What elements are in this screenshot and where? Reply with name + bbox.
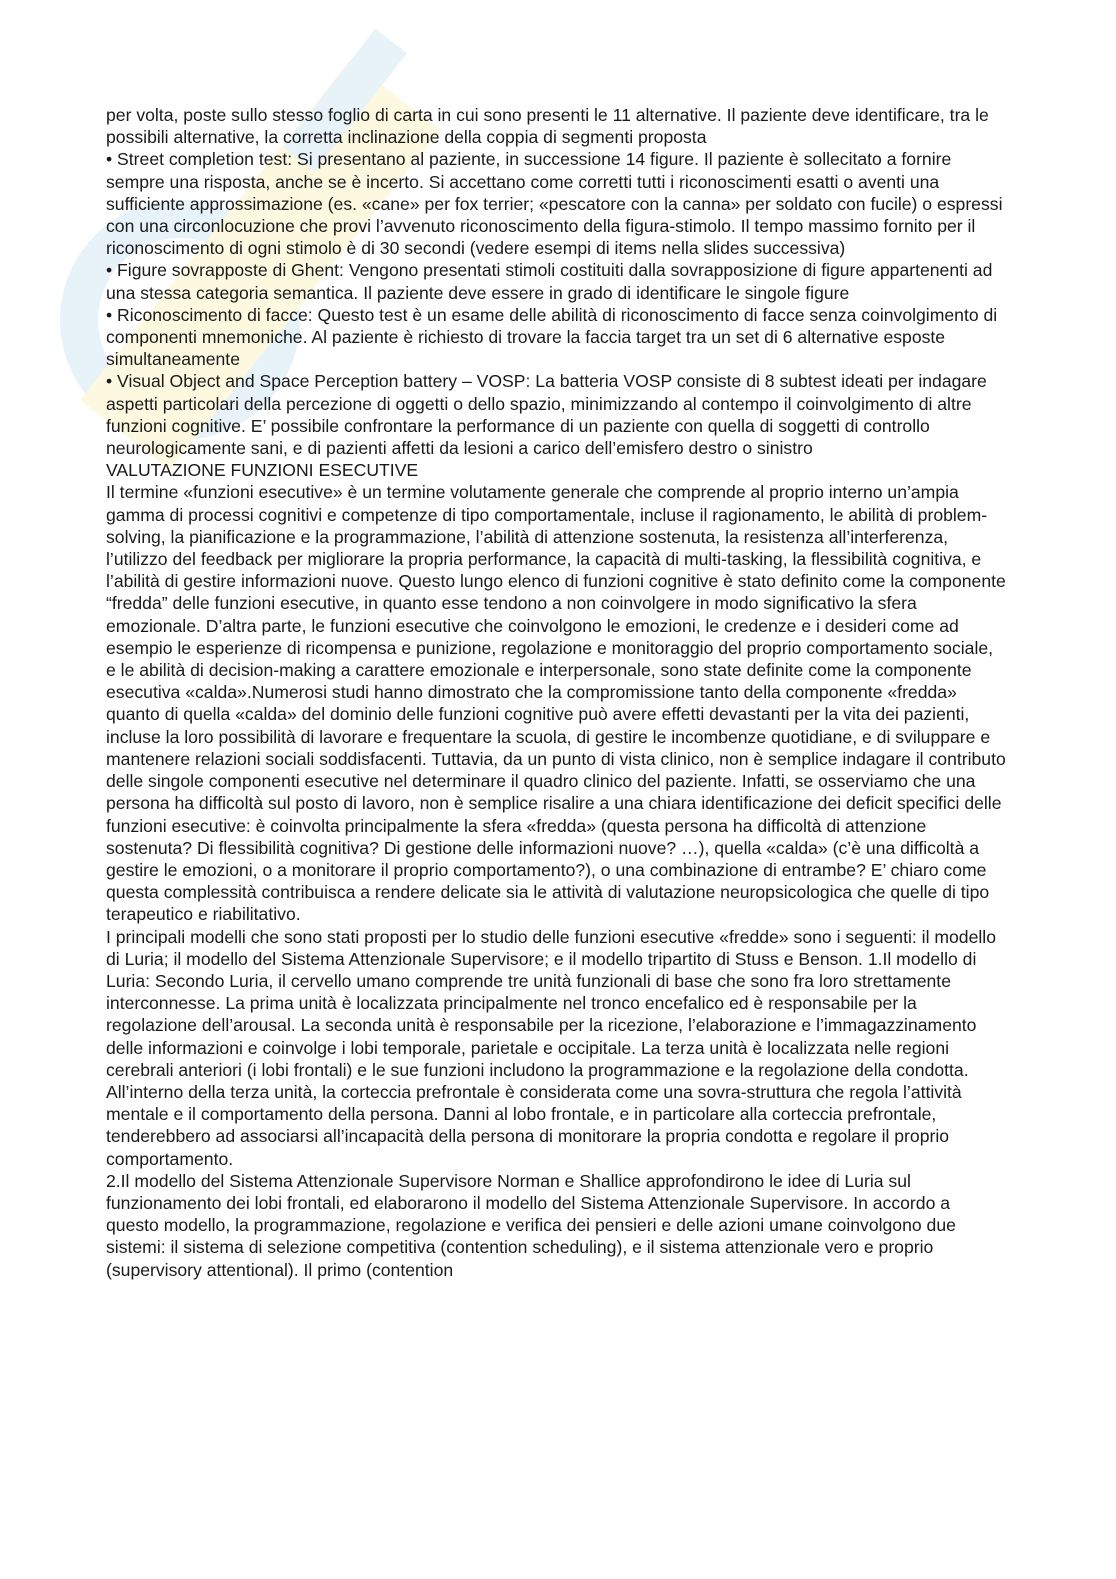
paragraph-face-recognition: • Riconoscimento di facce: Questo test è un esame delle abilità di riconoscimento di facce senza coinvolgimento di componenti mnemoniche. Al paziente è richiesto di trovare la faccia target tra un set di 6 alternative esposte simultaneamente <box>106 304 998 370</box>
section-heading-executive-functions: VALUTAZIONE FUNZIONI ESECUTIVE <box>106 460 419 481</box>
paragraph-street-completion-test: • Street completion test: Si presentano al paziente, in successione 14 figure. Il paziente è sollecitato a fornire sempre una risposta, anche se è incerto. Si accettano come corretti tutti i riconoscimenti esatti o aventi una sufficiente approssimazione (es. «cane» per fox terrier; «pescatore con la canna» per soldato con fucile) o espressi con una circonlocuzione che provi l’avvenuto riconoscimento della figura-stimolo. Il tempo massimo fornito per il riconoscimento di ogni stimolo è di 30 secondi (vedere esempi di items nella slides successiva) <box>106 149 1003 259</box>
paragraph-luria-model: I principali modelli che sono stati proposti per lo studio delle funzioni esecutive «fredde» sono i seguenti: il modello di Luria; il modello del Sistema Attenzionale Supervisore; e il modello tripartito di Stuss e Benson. 1.Il modello di Luria: Secondo Luria, il cervello umano comprende tre unità funzionali di base che sono fra loro strettamente interconnesse. La prima unità è localizzata principalmente nel tronco encefalico ed è responsabile per la regolazione dell’arousal. La seconda unità è responsabile per la ricezione, l’elaborazione e l’immagazzinamento delle informazioni e coinvolge i lobi temporale, parietale e occipitale. La terza unità è localizzata nelle regioni cerebrali anteriori (i lobi frontali) e le sue funzioni includono la programmazione e la regolazione della condotta. All’interno della terza unità, la corteccia prefrontale è considerata come una sovra-struttura che regola l’attività mentale e il comportamento della persona. Danni al lobo frontale, e in particolare alla corteccia prefrontale, tenderebbero ad associarsi all’incapacità della persona di monitorare la propria condotta e regolare il proprio comportamento. <box>106 926 996 1169</box>
paragraph-vosp-battery: • Visual Object and Space Perception battery – VOSP: La batteria VOSP consiste di 8 subtest ideati per indagare aspetti particolari della percezione di oggetti o dello spazio, minimizzando al contempo il coinvolgimento di altre funzioni cognitive. E’ possibile confrontare la performance di un paziente con quella di soggetti di controllo neurologicamente sani, e di pazienti affetti da lesioni a carico dell’emisfero destro o sinistro <box>106 371 987 459</box>
paragraph-inclination-task: per volta, poste sullo stesso foglio di carta in cui sono presenti le 11 alternative. Il paziente deve identificare, tra le possibili alternative, la corretta inclinazione della coppia di segmenti proposta <box>106 105 989 148</box>
paragraph-supervisory-attentional-system: 2.Il modello del Sistema Attenzionale Supervisore Norman e Shallice approfondirono le idee di Luria sul funzionamento dei lobi frontali, ed elaborarono il modello del Sistema Attenzionale Supervisore. In accordo a questo modello, la programmazione, regolazione e verifica dei pensieri e delle azioni umane coinvolgono due sistemi: il sistema di selezione competitiva (contention scheduling), e il sistema attenzionale vero e proprio (supervisory attentional). Il primo (contention <box>106 1170 956 1280</box>
paragraph-executive-functions-definition: Il termine «funzioni esecutive» è un termine volutamente generale che comprende al proprio interno un’ampia gamma di processi cognitivi e competenze di tipo comportamentale, incluse il ragionamento, le abilità di problem-solving, la pianificazione e la programmazione, l’abilità di attenzione sostenuta, la resistenza all’interferenza, l’utilizzo del feedback per migliorare la propria performance, la capacità di multi-tasking, la flessibilità cognitiva, e l’abilità di gestire informazioni nuove. Questo lungo elenco di funzioni cognitive è stato definito come la componente “fredda” delle funzioni esecutive, in quanto esse tendono a non coinvolgere in modo significativo la sfera emozionale. D’altra parte, le funzioni esecutive che coinvolgono le emozioni, le credenze e i desideri come ad esempio le esperienze di ricompensa e punizione, regolazione e monitoraggio del proprio comportamento sociale, e le abilità di decision-making a carattere emozionale e interpersonale, sono state definite come la componente esecutiva «calda».Numerosi studi hanno dimostrato che la compromissione tanto della componente «fredda» quanto di quella «calda» del dominio delle funzioni cognitive può avere effetti devastanti per la vita dei pazienti, incluse la loro possibilità di lavorare e frequentare la scuola, di gestire le incombenze quotidiane, e di sviluppare e mantenere relazioni sociali soddisfacenti. Tuttavia, da un punto di vista clinico, non è semplice indagare il contributo delle singole componenti esecutive nel determinare il quadro clinico del paziente. Infatti, se osserviamo che una persona ha difficoltà sul posto di lavoro, non è semplice risalire a una chiara identificazione dei deficit specifici delle funzioni esecutive: è coinvolta principalmente la sfera «fredda» (questa persona ha difficoltà di attenzione sostenuta? Di flessibilità cognitiva? Di gestione delle informazioni nuove? …), quella «calda» (c’è una difficoltà a gestire le emozioni, o a monitorare il proprio comportamento?), o una combinazione di entrambe? E’ chiaro come questa complessità contribuisca a rendere delicate sia le attività di valutazione neuropsicologica che quelle di tipo terapeutico e riabilitativo. <box>106 482 1006 925</box>
paragraph-ghent-figures: • Figure sovrapposte di Ghent: Vengono presentati stimoli costituiti dalla sovrapposizione di figure appartenenti ad una stessa categoria semantica. Il paziente deve essere in grado di identificare le singole figure <box>106 260 993 303</box>
document-body <box>106 104 1006 1281</box>
